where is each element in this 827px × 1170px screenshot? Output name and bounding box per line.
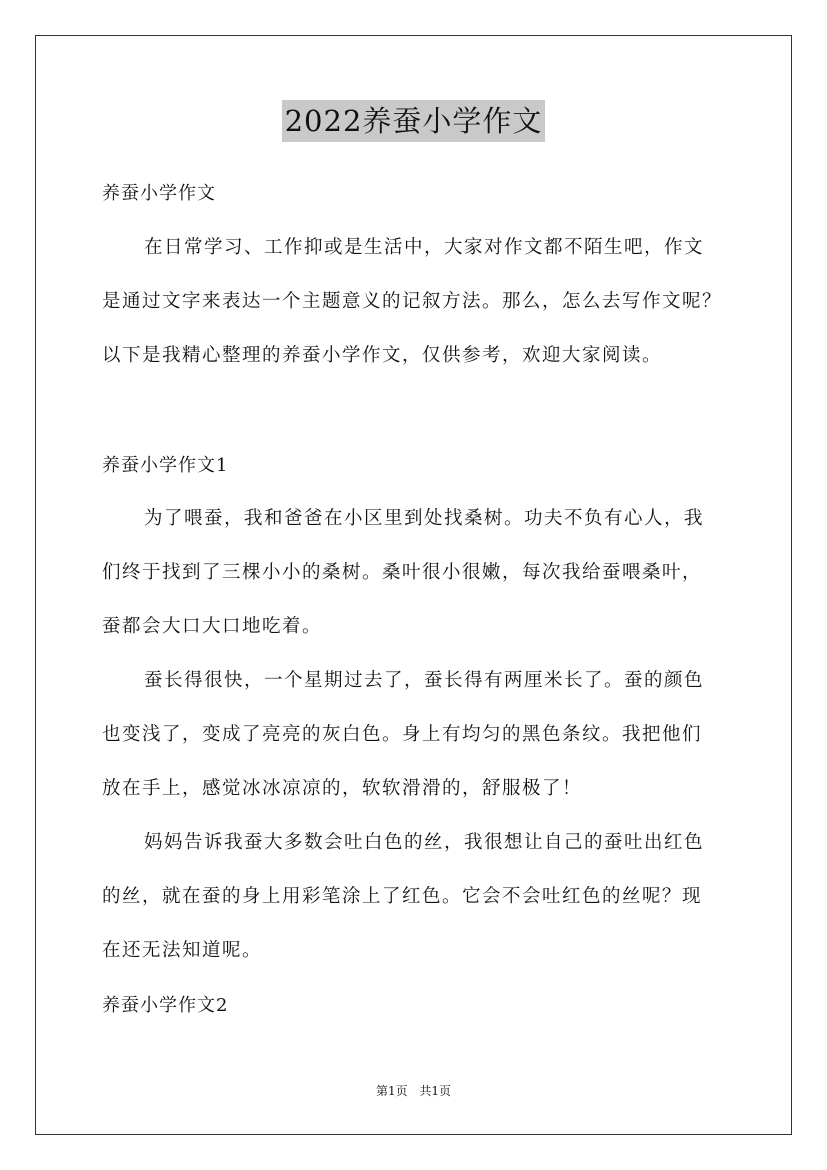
essay1-paragraph1-line: 蚕都会大口大口地吃着。 <box>102 616 323 637</box>
document-title: 2022养蚕小学作文 <box>282 100 546 142</box>
essay1-paragraph2-line: 也变浅了，变成了亮亮的灰白色。身上有均匀的黑色条纹。我把他们 <box>102 724 703 745</box>
page-number: 第1页 <box>375 1084 408 1098</box>
intro-line: 在日常学习、工作抑或是生活中，大家对作文都不陌生吧，作文 <box>144 237 705 258</box>
essay1-paragraph3-line: 的丝，就在蚕的身上用彩笔涂上了红色。它会不会吐红色的丝呢？现 <box>102 886 703 907</box>
intro-heading: 养蚕小学作文 <box>102 183 216 204</box>
title-container <box>0 100 827 142</box>
intro-line: 以下是我精心整理的养蚕小学作文，仅供参考，欢迎大家阅读。 <box>102 345 663 366</box>
page-total: 共1页 <box>419 1084 452 1098</box>
essay1-paragraph1-line: 为了喂蚕，我和爸爸在小区里到处找桑树。功夫不负有心人，我 <box>144 508 705 529</box>
essay1-paragraph2-line: 蚕长得很快，一个星期过去了，蚕长得有两厘米长了。蚕的颜色 <box>144 670 705 691</box>
essay1-paragraph3-line: 在还无法知道呢。 <box>102 940 263 961</box>
page-footer <box>0 1083 827 1099</box>
essay1-heading: 养蚕小学作文1 <box>102 455 229 476</box>
essay1-paragraph1-line: 们终于找到了三棵小小的桑树。桑叶很小很嫩，每次我给蚕喂桑叶， <box>102 562 703 583</box>
essay2-heading: 养蚕小学作文2 <box>102 995 229 1016</box>
essay1-paragraph3-line: 妈妈告诉我蚕大多数会吐白色的丝，我很想让自己的蚕吐出红色 <box>144 832 705 853</box>
essay1-paragraph2-line: 放在手上，感觉冰冰凉凉的，软软滑滑的，舒服极了！ <box>102 778 583 799</box>
intro-line: 是通过文字来表达一个主题意义的记叙方法。那么，怎么去写作文呢？ <box>102 291 723 312</box>
